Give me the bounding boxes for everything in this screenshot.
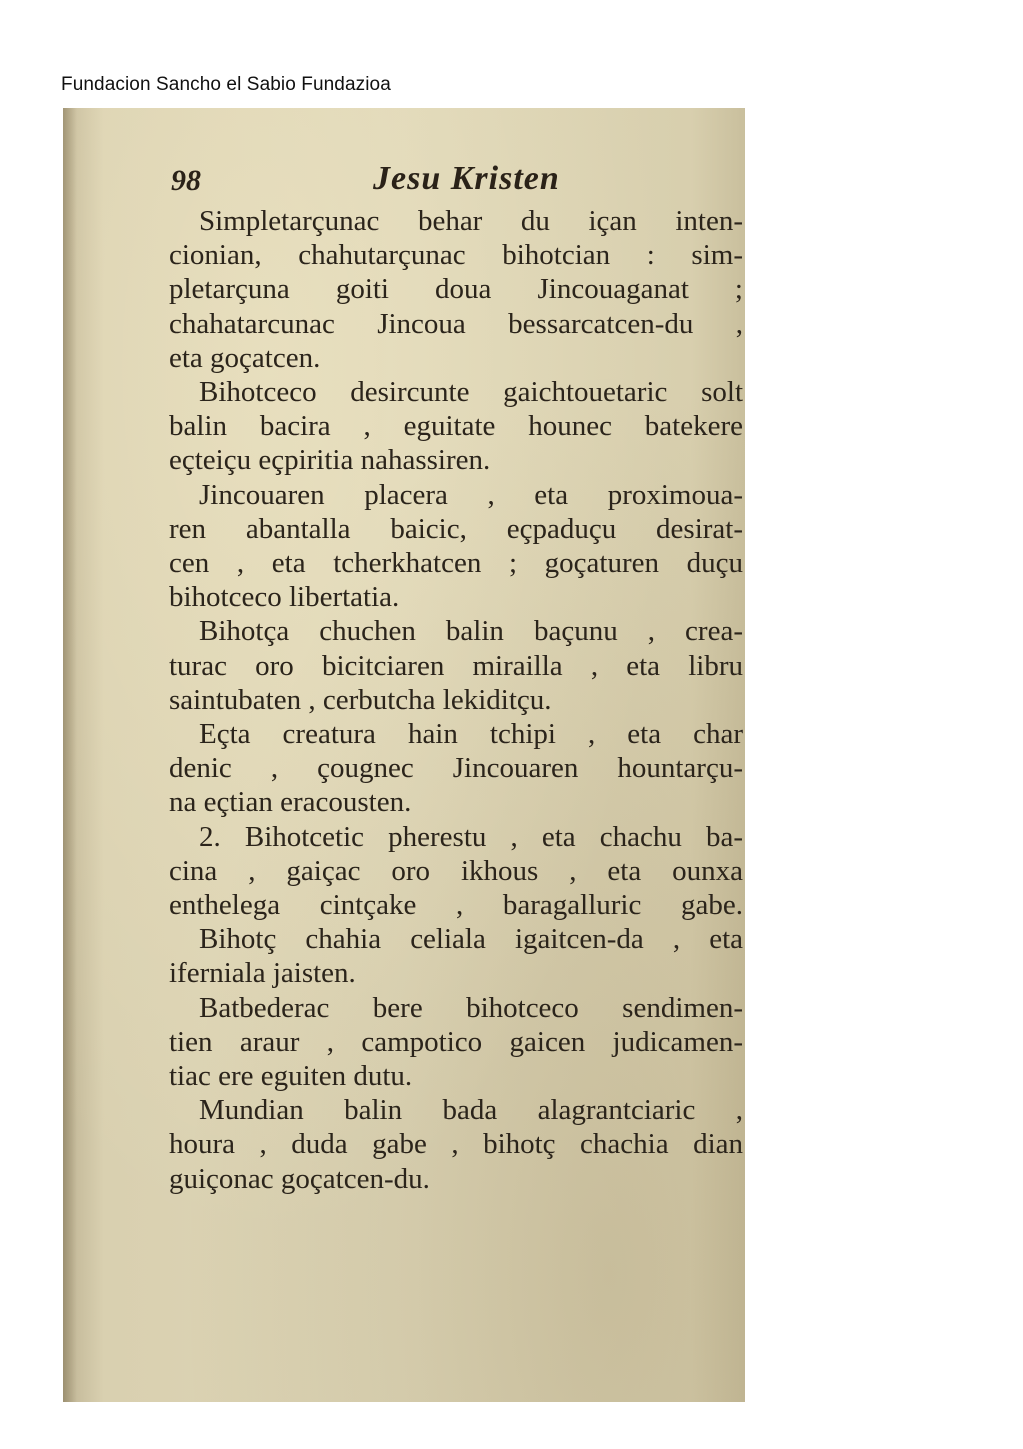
body-text (169, 204, 743, 1196)
text-line: Batbederac bere bihotceco sendimen- (199, 991, 743, 1024)
scanned-page (63, 108, 745, 1402)
text-line: pletarçuna goiti doua Jincouaganat ; (169, 273, 743, 306)
text-line: cen , eta tcherkhatcen ; goçaturen duçu (169, 547, 743, 580)
text-line: cina , gaiçac oro ikhous , eta ounxa (169, 854, 743, 887)
text-line: Mundian balin bada alagrantciaric , (199, 1094, 743, 1127)
text-line: Bihotç chahia celiala igaitcen-da , eta (199, 923, 743, 956)
source-header: Fundacion Sancho el Sabio Fundazioa (61, 74, 391, 95)
text-line: saintubaten , cerbutcha lekiditçu. (169, 683, 552, 716)
text-line: Simpletarçunac behar du içan inten- (199, 205, 743, 237)
text-line: cionian, chahutarçunac bihotcian : sim- (169, 239, 743, 272)
text-line: Eçta creatura hain tchipi , eta char (199, 718, 743, 751)
text-line: houra , duda gabe , bihotç chachia dian (169, 1128, 743, 1161)
text-line: enthelega cintçake , baragalluric gabe. (169, 889, 743, 922)
text-line: denic , çougnec Jincouaren hountarçu- (169, 752, 743, 785)
text-line: Jincouaren placera , eta proximoua- (199, 478, 743, 511)
text-line: turac oro bicitciaren mirailla , eta libru (169, 649, 743, 682)
text-line: ren abantalla baicic, eçpaduçu desirat- (169, 512, 743, 545)
running-title: Jesu Kristen (373, 160, 560, 197)
text-line: guiçonac goçatcen-du. (169, 1162, 430, 1195)
text-line: Bihotceco desircunte gaichtouetaric solt (199, 376, 743, 409)
text-line: balin bacira , eguitate hounec batekere (169, 410, 743, 443)
page-head (171, 160, 691, 200)
text-line: eta goçatcen. (169, 341, 321, 374)
text-line: tiac ere eguiten dutu. (169, 1060, 413, 1093)
text-line: iferniala jaisten. (169, 957, 356, 990)
text-line: tien araur , campotico gaicen judicamen- (169, 1025, 743, 1058)
text-line: 2. Bihotcetic pherestu , eta chachu ba- (199, 820, 743, 853)
text-line: na eçtian eracousten. (169, 786, 412, 819)
page-number: 98 (171, 164, 201, 197)
text-line: chahatarcunac Jincoua bessarcatcen-du , (169, 307, 743, 340)
text-line: eçteiçu eçpiritia nahassiren. (169, 444, 491, 477)
text-line: bihotceco libertatia. (169, 581, 400, 614)
text-line: Bihotça chuchen balin baçunu , crea- (199, 615, 743, 648)
